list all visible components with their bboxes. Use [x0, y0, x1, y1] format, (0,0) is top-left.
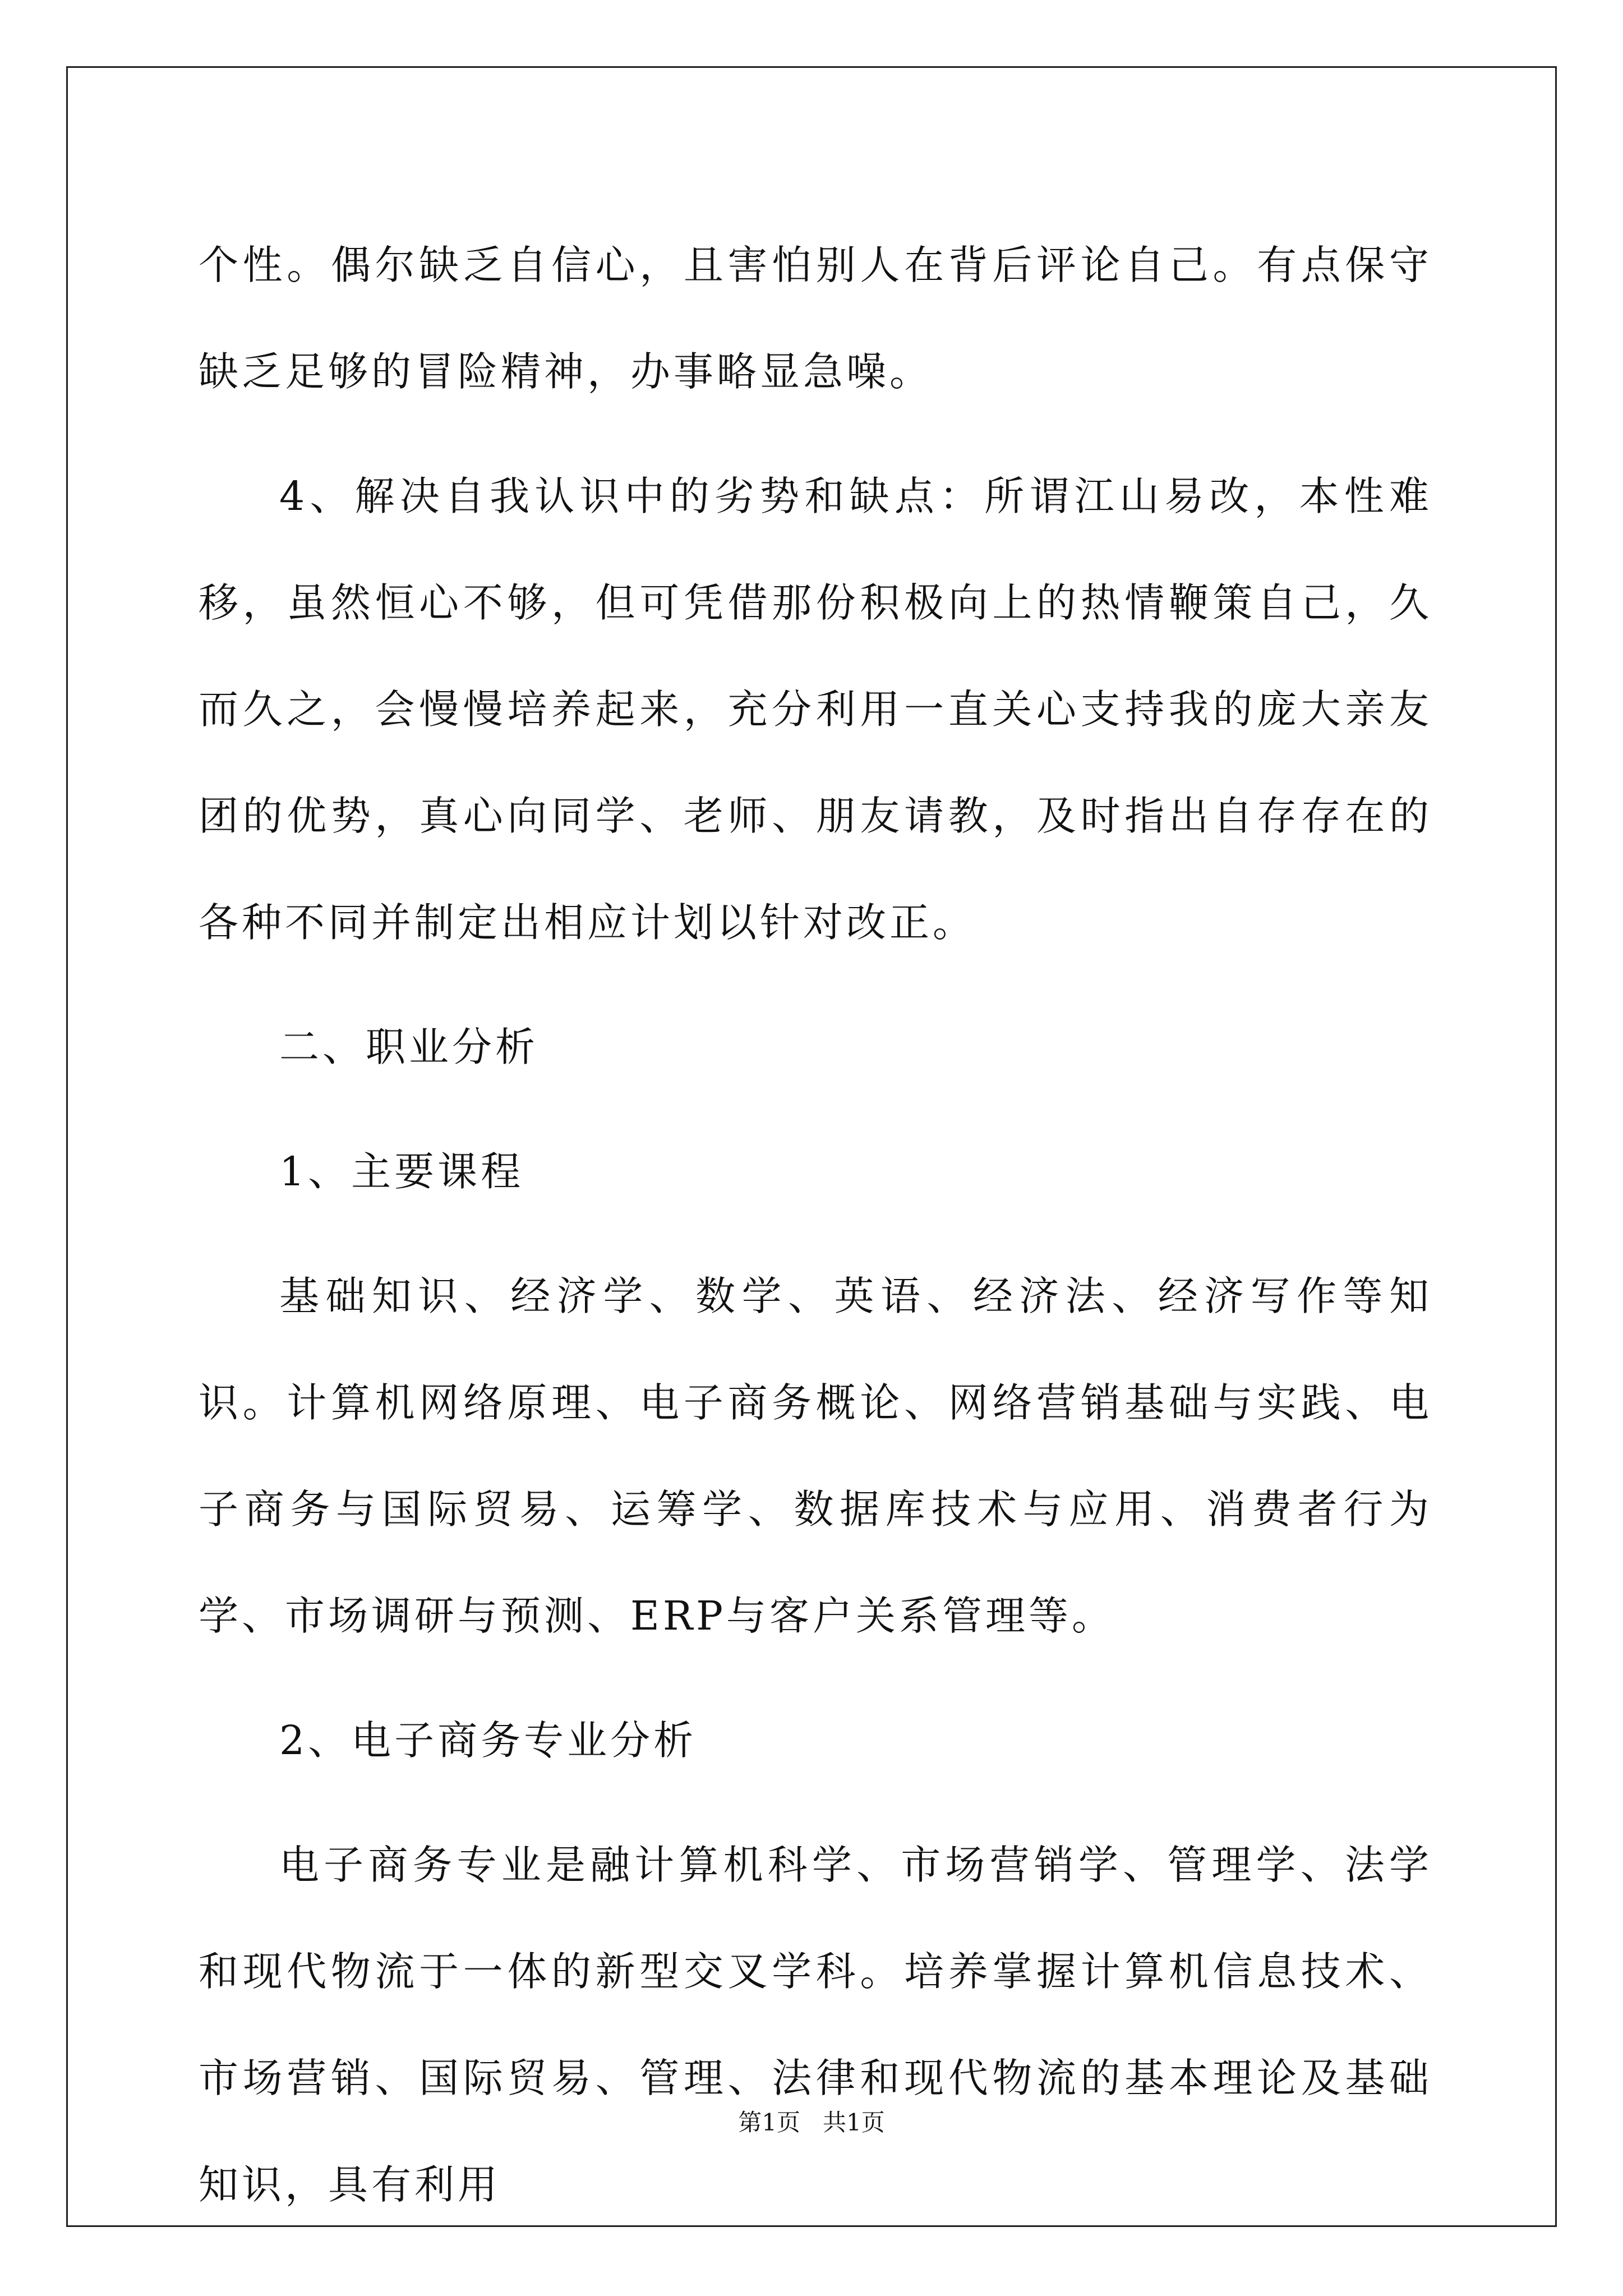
subheading-main-courses: 1、主要课程 [279, 1148, 524, 1195]
paragraph-courses: 基础知识、经济学、数学、英语、经济法、经济写作等知识。计算机网络原理、电子商务概论、网络营销基础与实践、电子商务与国际贸易、运筹学、数据库技术与应用、消费者行为学、市场调研与预测、ERP与客户关系管理等。 [199, 1273, 1432, 1639]
subheading-ecommerce-analysis: 2、电子商务专业分析 [279, 1717, 697, 1764]
document-body [199, 212, 1432, 2256]
page-number-current: 第1页 [738, 2109, 800, 2136]
paragraph-ecommerce: 电子商务专业是融计算机科学、市场营销学、管理学、法学和现代物流于一体的新型交叉学科。培养掌握计算机信息技术、市场营销、国际贸易、管理、法律和现代物流的基本理论及基础知识，具有利用 [199, 1842, 1432, 2208]
paragraph-1: 个性。偶尔缺乏自信心，且害怕别人在背后评论自己。有点保守缺乏足够的冒险精神，办事略显急噪。 [199, 242, 1432, 395]
paragraph-2: 4、解决自我认识中的劣势和缺点：所谓江山易改，本性难移，虽然恒心不够，但可凭借那份积极向上的热情鞭策自己，久而久之，会慢慢培养起来，充分利用一直关心支持我的庞大亲友团的优势，真心向同学、老师、朋友请教，及时指出自存存在的各种不同并制定出相应计划以针对改正。 [199, 473, 1432, 946]
page-number-total: 共1页 [823, 2109, 885, 2136]
section-heading-career-analysis: 二、职业分析 [279, 1024, 539, 1070]
page-footer [0, 2106, 1623, 2139]
